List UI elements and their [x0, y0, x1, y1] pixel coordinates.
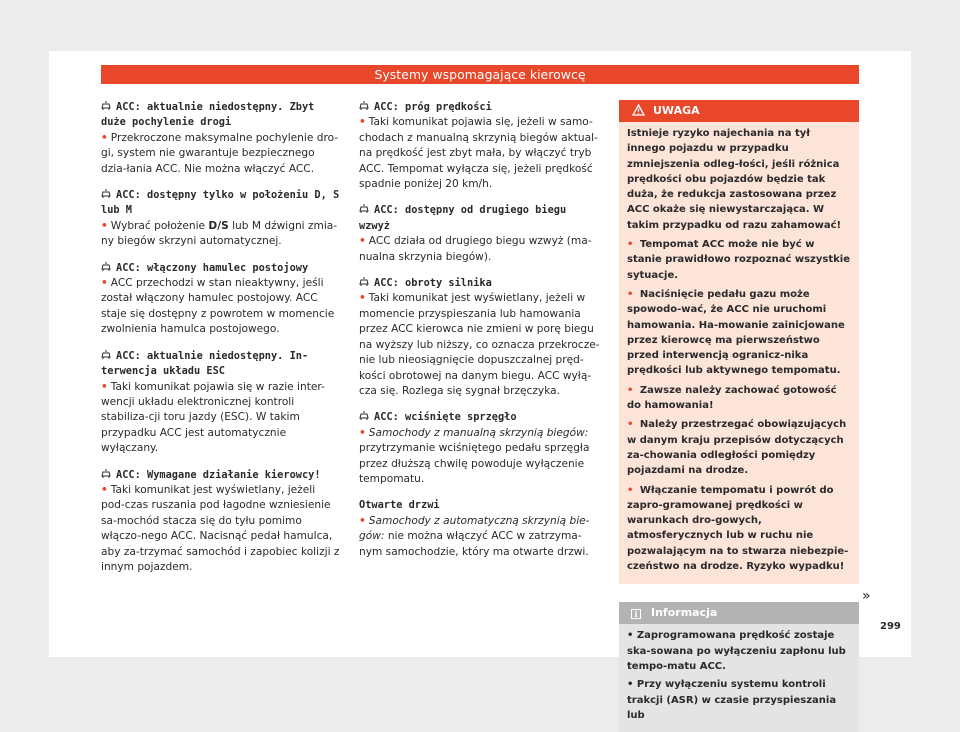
bullet: •: [359, 116, 366, 129]
message-block: [101, 261, 341, 338]
car-warning-icon: [359, 411, 369, 420]
bullet: •: [359, 292, 366, 305]
list-item: • Przy wyłączeniu systemu kontroli trakcji (ASR) w czasie przyspieszania lub: [627, 679, 837, 721]
bullet: •: [101, 380, 108, 393]
warning-intro: Istnieje ryzyko najechania na tył innego pojazdu w przypadku zmniejszenia odleg-łości, jeśli różnica prędkości obu pojazdów będzie tak duża, że redukcja zastosowana przez ACC okaże się niewystarczająca. W takim przypadku od razu zahamować!: [627, 128, 842, 231]
message-text: • Taki komunikat pojawia się w razie inter-wencji układu elektronicznej kontroli stabiliza-cji toru jazdy (ESC). W takim przypadku ACC jest automatycznie wyłączany.: [101, 380, 325, 455]
bullet: •: [101, 483, 108, 496]
page-number: 299: [880, 621, 901, 632]
message-block: [359, 276, 603, 399]
info-header: i Informacja: [619, 602, 859, 624]
message-title: ACC: wciśnięte sprzęgło: [359, 410, 603, 425]
car-warning-icon: [359, 204, 369, 213]
message-title: ACC: próg prędkości: [359, 100, 603, 115]
info-icon: i: [631, 609, 641, 619]
car-warning-icon: [101, 262, 111, 271]
message-text: • Wybrać położenie D/S lub M dźwigni zmia-ny biegów skrzyni automatycznej.: [101, 219, 338, 248]
message-block: [359, 203, 603, 265]
continue-mark: »: [862, 588, 871, 604]
message-text: • Samochody z manualną skrzynią biegów: przytrzymanie wciśniętego pedału sprzęgła przez dłuższą chwilę powoduje wyłączenie tempomatu.: [359, 426, 590, 485]
message-text: • Przekroczone maksymalne pochylenie dro-gi, system nie gwarantuje bezpiecznego dzia-łania ACC. Nie można włączyć ACC.: [101, 131, 339, 175]
list-item: • Zawsze należy zachować gotowość do hamowania!: [627, 384, 837, 412]
bullet: •: [101, 131, 108, 144]
section-header: Systemy wspomagające kierowcę: [101, 65, 859, 84]
doors-title: Otwarte drzwi: [359, 499, 440, 512]
bullet: •: [359, 514, 366, 527]
message-block: [359, 498, 603, 560]
message-text: • Taki komunikat pojawia się, jeżeli w samo-chodach z manualną skrzynią biegów aktual-na prędkość jest zbyt mała, by włączyć tryb ACC. Tempomat wyłącza się, jeżeli prędkość spadnie poniżej 20 km/h.: [359, 116, 598, 191]
message-block: [359, 100, 603, 192]
message-title: ACC: aktualnie niedostępny. Zbyt duże pochylenie drogi: [101, 101, 315, 129]
warning-body: [619, 122, 859, 584]
bullet: •: [101, 277, 108, 290]
list-item: • Należy przestrzegać obowiązujących w danym kraju przepisów dotyczących za-chowania odległości pomiędzy pojazdami na drodze.: [627, 419, 847, 477]
car-warning-icon: [101, 350, 111, 359]
message-title: ACC: aktualnie niedostępny. In-terwencja układu ESC: [101, 349, 309, 378]
message-block: [359, 410, 603, 487]
column-middle: [359, 100, 603, 571]
car-warning-icon: [101, 101, 111, 110]
car-warning-icon: [101, 469, 111, 478]
message-title: ACC: dostępny od drugiego biegu wzwyż: [359, 204, 567, 232]
info-box: [619, 602, 859, 732]
message-title: ACC: Wymagane działanie kierowcy!: [101, 468, 341, 483]
car-warning-icon: [359, 277, 369, 286]
message-text: • ACC przechodzi w stan nieaktywny, jeśli został włączony hamulec postojowy. ACC staje się dostępny z powrotem w momencie zwolnienia hamulca postojowego.: [101, 277, 335, 336]
message-block: [101, 349, 341, 457]
bullet: •: [101, 219, 108, 232]
warning-box: [619, 100, 859, 584]
warning-header: UWAGA: [619, 100, 859, 122]
list-item: • Włączanie tempomatu i powrót do zapro-gramowanej prędkości w warunkach dro-gowych, atmosferycznych lub w ruchu nie pozwalającym na to stwarza niebezpie-czeństwo na drodze. Ryzyko wypadku!: [627, 484, 849, 573]
message-block: [101, 188, 341, 250]
car-warning-icon: [359, 101, 369, 110]
bullet: •: [359, 426, 366, 439]
list-item: • Tempomat ACC może nie być w stanie prawidłowo rozpoznać wszystkie sytuacje.: [627, 239, 850, 281]
bullet: •: [359, 235, 366, 248]
message-text: • Taki komunikat jest wyświetlany, jeżeli w momencie przyspieszania lub hamowania przez ACC kierowca nie zmieni w porę biegu na wyższy lub niższy, co oznacza przekrocze-nie lub nieosiągnięcie dopuszczalnej pręd-kości obrotowej na danym biegu. ACC wyłą-cza się. Rozlega się sygnał brzęczyka.: [359, 292, 600, 397]
message-block: [101, 468, 341, 576]
message-title: ACC: obroty silnika: [359, 276, 603, 291]
car-warning-icon: [101, 189, 111, 198]
message-text: • ACC działa od drugiego biegu wzwyż (ma-nualna skrzynia biegów).: [359, 235, 592, 263]
column-right: [619, 100, 859, 732]
list-item: • Naciśnięcie pedału gazu może spowodo-wać, że ACC nie uruchomi hamowania. Ha-mowanie zainicjowane przez kierowcę ma pierwszeństwo przed interwencją ogranicz-nika prędkości lub aktywnego tempomatu.: [627, 288, 845, 377]
message-title: ACC: włączony hamulec postojowy: [101, 261, 341, 276]
column-left: [101, 100, 341, 586]
list-item: • Zaprogramowana prędkość zostaje ska-sowana po wyłączeniu zapłonu lub tempo-matu ACC.: [627, 630, 846, 672]
message-text: • Taki komunikat jest wyświetlany, jeżeli pod-czas ruszania pod łagodne wzniesienie sa-mochód stacza się do tyłu pomimo włączo-nego ACC. Nacisnąć pedał hamulca, aby za-trzymać samochód i zapobiec kolizji z innym pojazdem.: [101, 483, 340, 573]
message-title: ACC: dostępny tylko w położeniu D, S lub M: [101, 189, 340, 217]
message-block: [101, 100, 341, 177]
message-text: • Samochody z automatyczną skrzynią bie-gów: nie można włączyć ACC w zatrzyma-nym samochodzie, który ma otwarte drzwi.: [359, 514, 590, 558]
warning-triangle-icon: [632, 104, 645, 116]
info-body: [619, 624, 859, 732]
